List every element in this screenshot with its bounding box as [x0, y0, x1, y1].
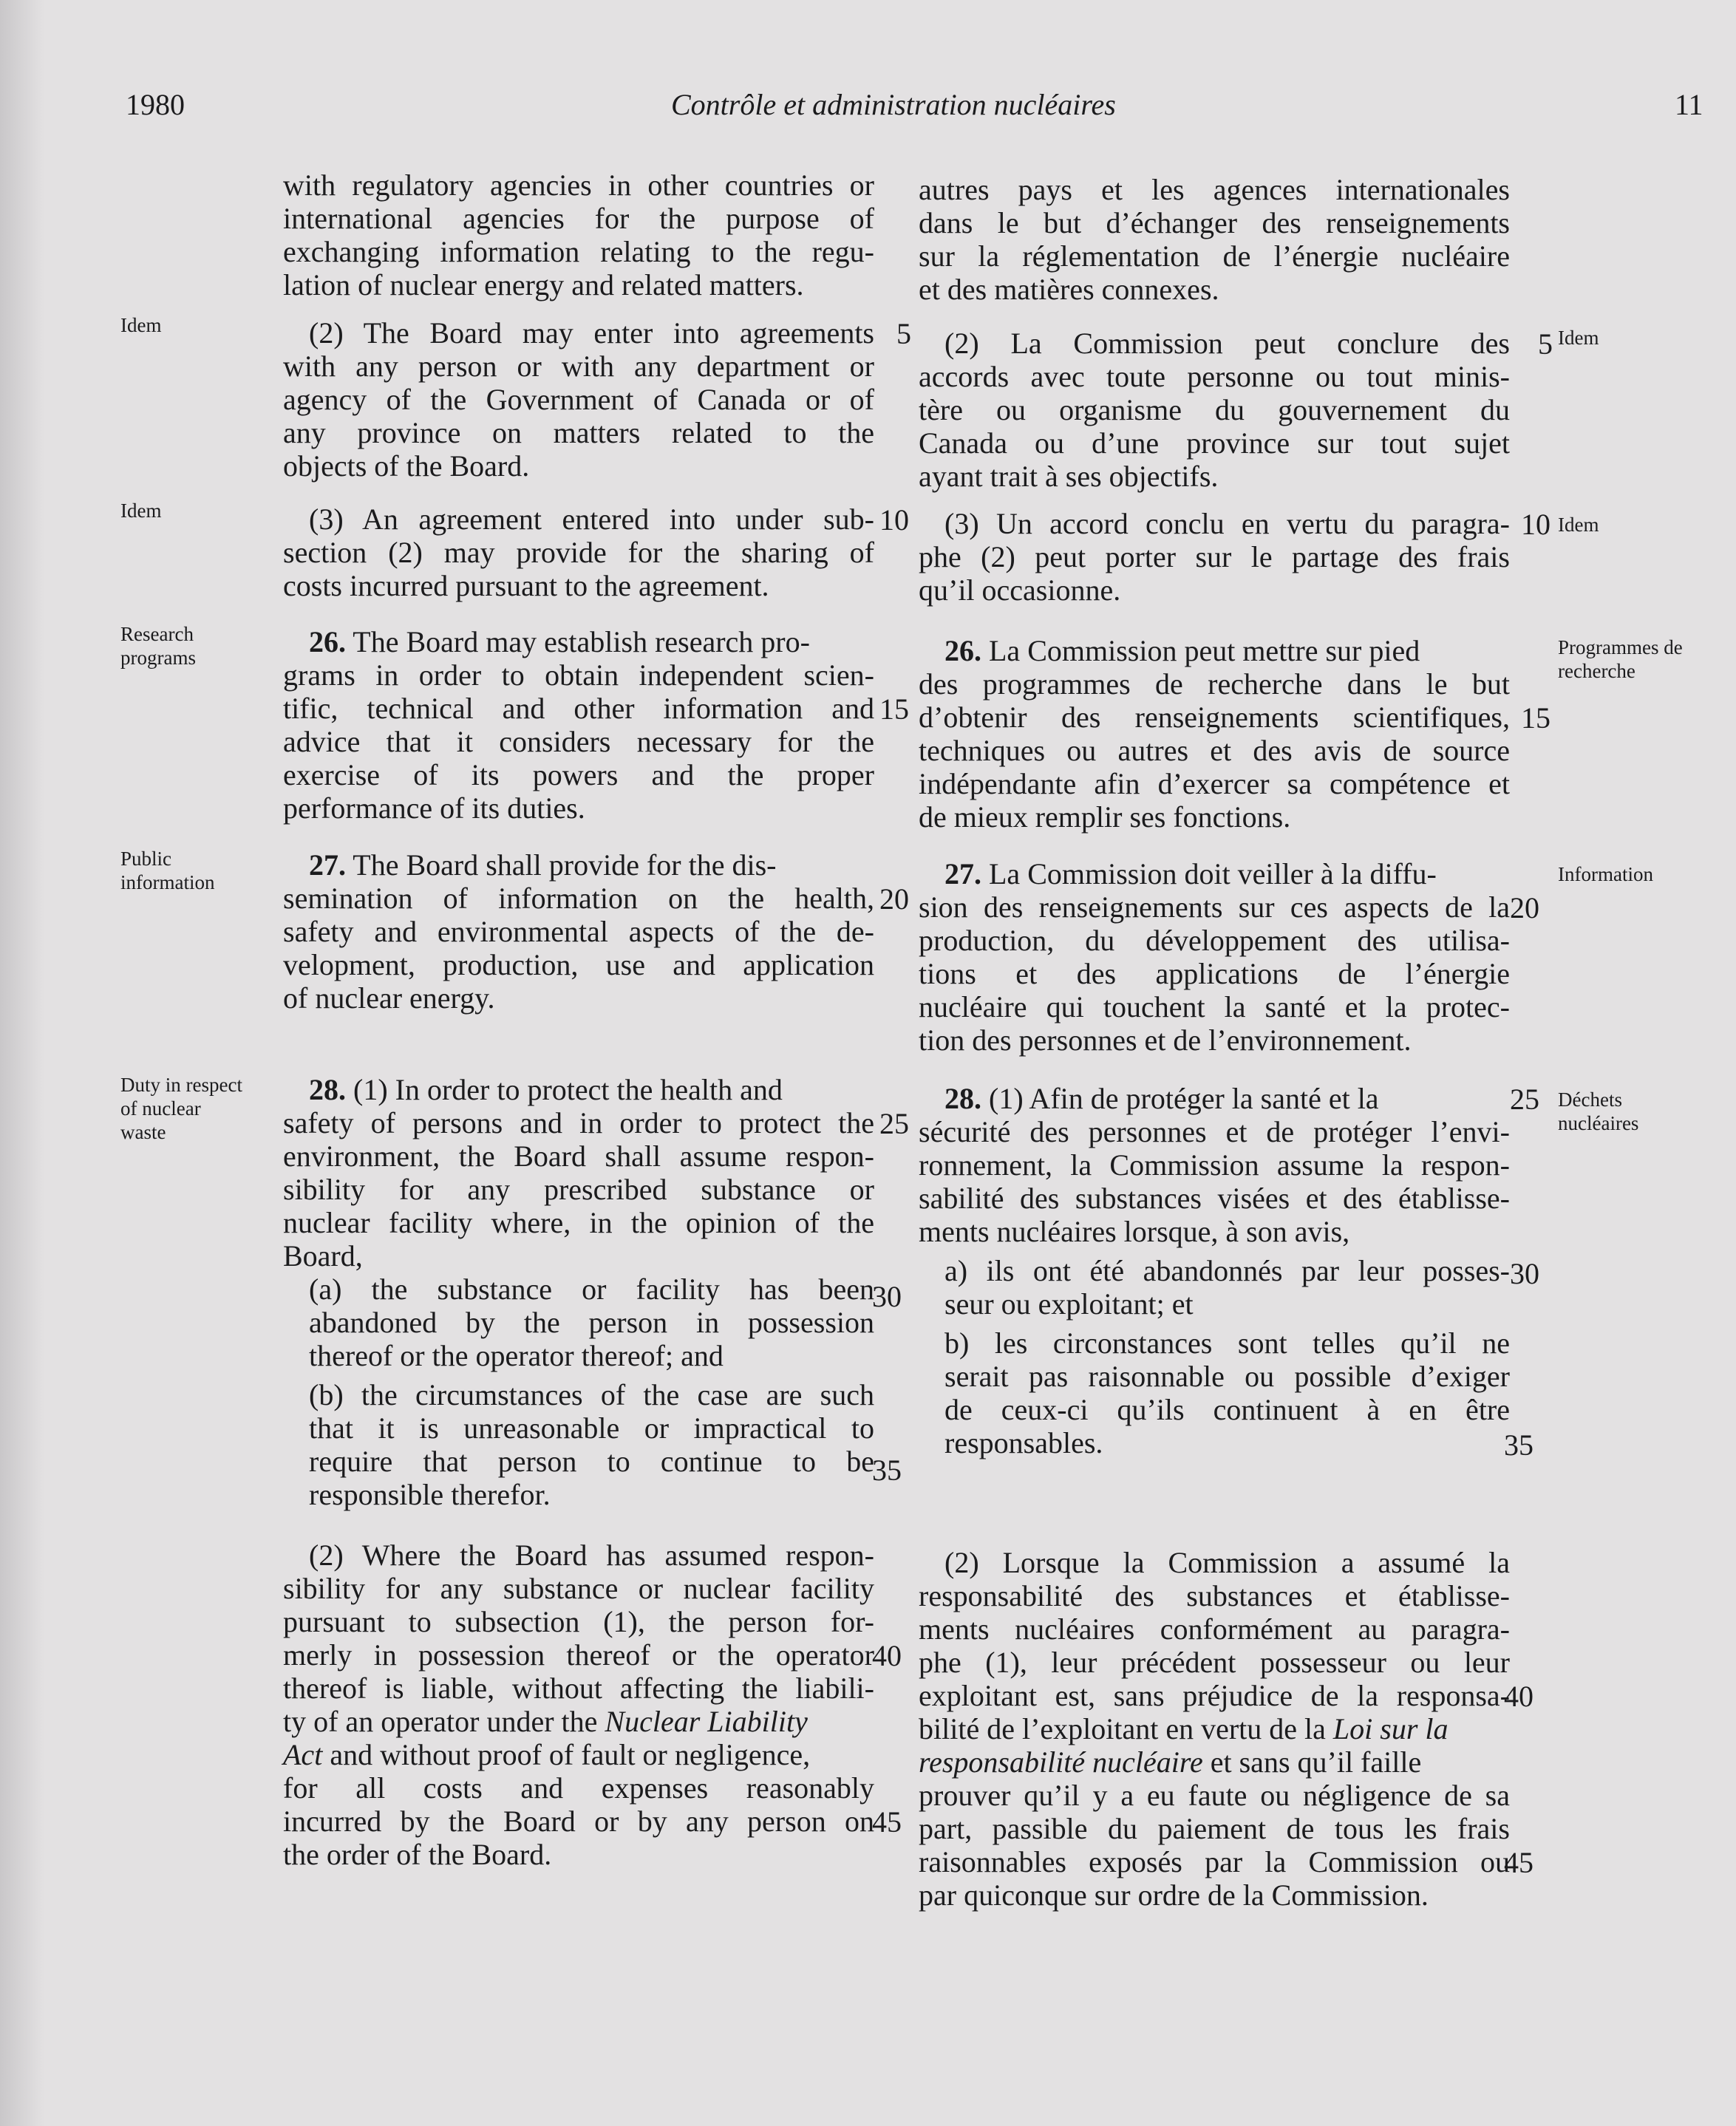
- fr-intro-paragraph: [919, 173, 1510, 306]
- act-title: Loi sur la: [1332, 1712, 1449, 1745]
- text-line: the order of the Board.: [283, 1838, 552, 1871]
- line-number-40: 40: [872, 1639, 902, 1672]
- text-span: (1) In order to protect the health and: [346, 1073, 783, 1106]
- text-span: bilité de l’exploitant en vertu de la: [919, 1712, 1333, 1745]
- text-line: thereof is liable, without affecting the liabili-: [283, 1672, 874, 1705]
- line-number-30: 30: [872, 1280, 902, 1313]
- text-line: with regulatory agencies in other countries or: [283, 168, 874, 202]
- text-line: semination of information on the health,: [283, 882, 874, 915]
- text-line: [283, 1073, 874, 1106]
- line-number-10: 10: [1521, 508, 1551, 541]
- paragraph-b-line: b) les circonstances sont telles qu’il ne: [944, 1326, 1510, 1360]
- text-line: tion des personnes et de l’environnement.: [919, 1023, 1412, 1057]
- margin-note-dechets-nucleaires: [1558, 1088, 1638, 1135]
- en-section-25-2: [283, 316, 874, 483]
- text-line: phe (2) peut porter sur le partage des frais: [919, 540, 1510, 573]
- text-line: des programmes de recherche dans le but: [919, 667, 1510, 701]
- line-number-5: 5: [1538, 327, 1553, 361]
- text-line: (2) Lorsque la Commission a assumé la: [944, 1546, 1510, 1579]
- text-line: environment, the Board shall assume respon-: [283, 1139, 874, 1173]
- paragraph-b-line: responsible therefor.: [309, 1478, 551, 1511]
- margin-note-line: Public: [120, 848, 172, 870]
- fr-section-25-3: [919, 507, 1510, 607]
- section-number: 27.: [309, 848, 346, 882]
- section-number: 27.: [944, 857, 981, 890]
- header-page-number: 11: [1675, 88, 1703, 121]
- margin-note-line: nucléaires: [1558, 1112, 1639, 1134]
- text-line: section (2) may provide for the sharing of: [283, 536, 874, 569]
- text-line: nucléaire qui touchent la santé et la protec-: [919, 990, 1510, 1023]
- text-line: tère ou organisme du gouvernement du: [919, 393, 1510, 426]
- text-line: Board,: [283, 1239, 363, 1272]
- text-line: ments nucléaires lorsque, à son avis,: [919, 1215, 1350, 1248]
- text-line: [919, 857, 1510, 890]
- text-line: techniques ou autres et des avis de source: [919, 734, 1510, 767]
- text-line: prouver qu’il y a eu faute ou négligence de sa: [919, 1779, 1510, 1812]
- text-line: d’obtenir des renseignements scientifiques,: [919, 701, 1510, 734]
- line-number-35: 35: [1504, 1428, 1534, 1462]
- text-line: part, passible du paiement de tous les frais: [919, 1812, 1510, 1845]
- section-number: 26.: [309, 625, 346, 658]
- text-span: The Board may establish research pro-: [346, 625, 810, 658]
- text-line: sion des renseignements sur ces aspects de la: [919, 890, 1510, 924]
- text-span: The Board shall provide for the dis-: [346, 848, 777, 882]
- margin-note-line: Duty in respect: [120, 1074, 242, 1096]
- line-number-45: 45: [1504, 1846, 1534, 1879]
- text-span: La Commission doit veiller à la diffu-: [981, 857, 1437, 890]
- margin-note-line: of nuclear: [120, 1097, 201, 1120]
- text-line: lation of nuclear energy and related matters.: [283, 268, 804, 301]
- text-line: et des matières connexes.: [919, 273, 1219, 306]
- text-line: [919, 1082, 1510, 1115]
- en-section-28-2: [283, 1539, 874, 1871]
- act-title: Nuclear Liability: [605, 1705, 808, 1738]
- text-line: raisonnables exposés par la Commission ou: [919, 1845, 1510, 1878]
- fr-section-28-2: [919, 1546, 1510, 1912]
- text-line: costs incurred pursuant to the agreement.: [283, 569, 769, 602]
- paragraph-a-line: abandoned by the person in possession: [309, 1306, 874, 1339]
- fr-section-28-1: [919, 1082, 1510, 1459]
- margin-note-line: recherche: [1558, 660, 1635, 682]
- text-line: of nuclear energy.: [283, 981, 495, 1015]
- line-number-10: 10: [879, 503, 909, 536]
- header-year: 1980: [126, 88, 185, 121]
- margin-note-idem: Idem: [120, 500, 162, 522]
- text-line: responsabilité des substances et établisse-: [919, 1579, 1510, 1612]
- line-number-40: 40: [1504, 1680, 1534, 1713]
- fr-section-27: [919, 857, 1510, 1057]
- text-line: ayant trait à ses objectifs.: [919, 460, 1219, 493]
- margin-note-research-programs: [120, 622, 196, 670]
- fr-section-26: [919, 634, 1510, 834]
- text-line: sécurité des personnes et de protéger l’envi-: [919, 1115, 1510, 1148]
- text-line: exercise of its powers and the proper: [283, 758, 874, 791]
- margin-note-idem: Idem: [120, 314, 162, 336]
- text-line: safety of persons and in order to protect the: [283, 1106, 874, 1139]
- text-line: exploitant est, sans préjudice de la responsa-: [919, 1679, 1510, 1712]
- text-line: phe (1), leur précédent possesseur ou leur: [919, 1646, 1510, 1679]
- text-line: any province on matters related to the: [283, 416, 874, 449]
- section-number: 26.: [944, 634, 981, 667]
- paragraph-b-line: responsables.: [944, 1426, 1103, 1459]
- text-line: autres pays et les agences internationales: [919, 173, 1510, 206]
- text-line: [283, 1705, 874, 1738]
- text-line: ronnement, la Commission assume la respon-: [919, 1148, 1510, 1182]
- text-line: sibility for any prescribed substance or: [283, 1173, 874, 1206]
- text-line: objects of the Board.: [283, 449, 530, 483]
- text-line: [283, 625, 874, 658]
- margin-note-line: Déchets: [1558, 1088, 1622, 1111]
- text-line: ments nucléaires conformément au paragra-: [919, 1612, 1510, 1646]
- text-line: for all costs and expenses reasonably: [283, 1771, 874, 1805]
- text-span: (1) Afin de protéger la santé et la: [981, 1082, 1379, 1115]
- paragraph-b-line: require that person to continue to be: [309, 1445, 874, 1478]
- margin-note-idem: Idem: [1558, 514, 1599, 536]
- text-line: [283, 1738, 874, 1771]
- section-number: 28.: [944, 1082, 981, 1115]
- text-line: production, du développement des utilisa-: [919, 924, 1510, 957]
- text-line: international agencies for the purpose of: [283, 202, 874, 235]
- margin-note-line: waste: [120, 1121, 166, 1143]
- margin-note-line: programs: [120, 647, 196, 669]
- line-number-20: 20: [879, 882, 909, 916]
- header-title: Contrôle et administration nucléaires: [671, 88, 1116, 121]
- text-line: with any person or with any department or: [283, 350, 874, 383]
- text-line: dans le but d’échanger des renseignements: [919, 206, 1510, 239]
- paragraph-a-line: seur ou exploitant; et: [944, 1287, 1194, 1321]
- text-line: sibility for any substance or nuclear facility: [283, 1572, 874, 1605]
- margin-note-line: Research: [120, 623, 194, 645]
- text-line: nuclear facility where, in the opinion of the: [283, 1206, 874, 1239]
- text-span: La Commission peut mettre sur pied: [981, 634, 1420, 667]
- text-line: de mieux remplir ses fonctions.: [919, 800, 1291, 834]
- text-span: and without proof of fault or negligence,: [322, 1738, 811, 1771]
- text-line: agency of the Government of Canada or of: [283, 383, 874, 416]
- text-line: grams in order to obtain independent scien-: [283, 658, 874, 692]
- paragraph-b-line: de ceux-ci qu’ils continuent à en être: [944, 1393, 1510, 1426]
- line-number-25: 25: [1510, 1083, 1539, 1116]
- en-intro-paragraph: [283, 168, 874, 301]
- paragraph-b-line: (b) the circumstances of the case are such: [309, 1378, 874, 1411]
- paragraph-b-line: that it is unreasonable or impractical to: [309, 1411, 874, 1445]
- text-span: ty of an operator under the: [283, 1705, 605, 1738]
- line-number-30: 30: [1510, 1257, 1539, 1290]
- act-title: Act: [283, 1738, 323, 1771]
- paragraph-b-line: serait pas raisonnable ou possible d’exiger: [944, 1360, 1510, 1393]
- text-line: (2) Where the Board has assumed respon-: [309, 1539, 874, 1572]
- line-number-20: 20: [1510, 891, 1539, 924]
- text-line: exchanging information relating to the regu-: [283, 235, 874, 268]
- text-line: [919, 1745, 1510, 1779]
- en-section-26: [283, 625, 874, 825]
- line-number-15: 15: [1521, 701, 1551, 735]
- text-line: par quiconque sur ordre de la Commission.: [919, 1878, 1429, 1912]
- act-title: responsabilité nucléaire: [919, 1745, 1203, 1779]
- text-line: sur la réglementation de l’énergie nucléaire: [919, 239, 1510, 273]
- text-line: [283, 848, 874, 882]
- paragraph-a-line: (a) the substance or facility has been: [309, 1272, 874, 1306]
- text-line: velopment, production, use and application: [283, 948, 874, 981]
- en-section-28-1: [283, 1073, 874, 1511]
- line-number-25: 25: [879, 1107, 909, 1140]
- text-line: safety and environmental aspects of the de-: [283, 915, 874, 948]
- en-section-27: [283, 848, 874, 1015]
- text-line: [919, 634, 1510, 667]
- text-line: merly in possession thereof or the operator: [283, 1638, 874, 1672]
- text-line: tions et des applications de l’énergie: [919, 957, 1510, 990]
- margin-note-duty-nuclear-waste: [120, 1073, 242, 1144]
- text-line: (2) La Commission peut conclure des: [944, 327, 1510, 360]
- section-number: 28.: [309, 1073, 346, 1106]
- margin-note-idem: Idem: [1558, 327, 1599, 349]
- text-line: sabilité des substances visées et des établisse-: [919, 1182, 1510, 1215]
- margin-note-line: information: [120, 871, 215, 893]
- text-line: [919, 1712, 1510, 1745]
- line-number-45: 45: [872, 1805, 902, 1839]
- text-line: (2) The Board may enter into agreements: [309, 316, 874, 350]
- margin-note-line: Programmes de: [1558, 636, 1683, 658]
- line-number-5: 5: [896, 317, 911, 350]
- text-span: et sans qu’il faille: [1202, 1745, 1422, 1779]
- page-gutter-shadow: [0, 0, 44, 2126]
- en-section-25-3: [283, 502, 874, 602]
- margin-note-information: Information: [1558, 863, 1653, 885]
- text-line: performance of its duties.: [283, 791, 585, 825]
- text-line: qu’il occasionne.: [919, 573, 1121, 607]
- paragraph-a-line: a) ils ont été abandonnés par leur posses-: [944, 1254, 1510, 1287]
- fr-section-25-2: [919, 327, 1510, 493]
- text-line: pursuant to subsection (1), the person for-: [283, 1605, 874, 1638]
- text-line: indépendante afin d’exercer sa compétence et: [919, 767, 1510, 800]
- line-number-15: 15: [879, 692, 909, 726]
- text-line: advice that it considers necessary for the: [283, 725, 874, 758]
- margin-note-public-information: [120, 847, 214, 894]
- text-line: accords avec toute personne ou tout minis-: [919, 360, 1510, 393]
- text-line: incurred by the Board or by any person on: [283, 1805, 874, 1838]
- text-line: (3) Un accord conclu en vertu du paragra-: [944, 507, 1510, 540]
- text-line: Canada ou d’une province sur tout sujet: [919, 426, 1510, 460]
- paragraph-a-line: thereof or the operator thereof; and: [309, 1339, 724, 1372]
- text-line: tific, technical and other information and: [283, 692, 874, 725]
- margin-note-programmes-recherche: [1558, 636, 1683, 683]
- text-line: (3) An agreement entered into under sub-: [309, 502, 874, 536]
- line-number-35: 35: [872, 1454, 902, 1487]
